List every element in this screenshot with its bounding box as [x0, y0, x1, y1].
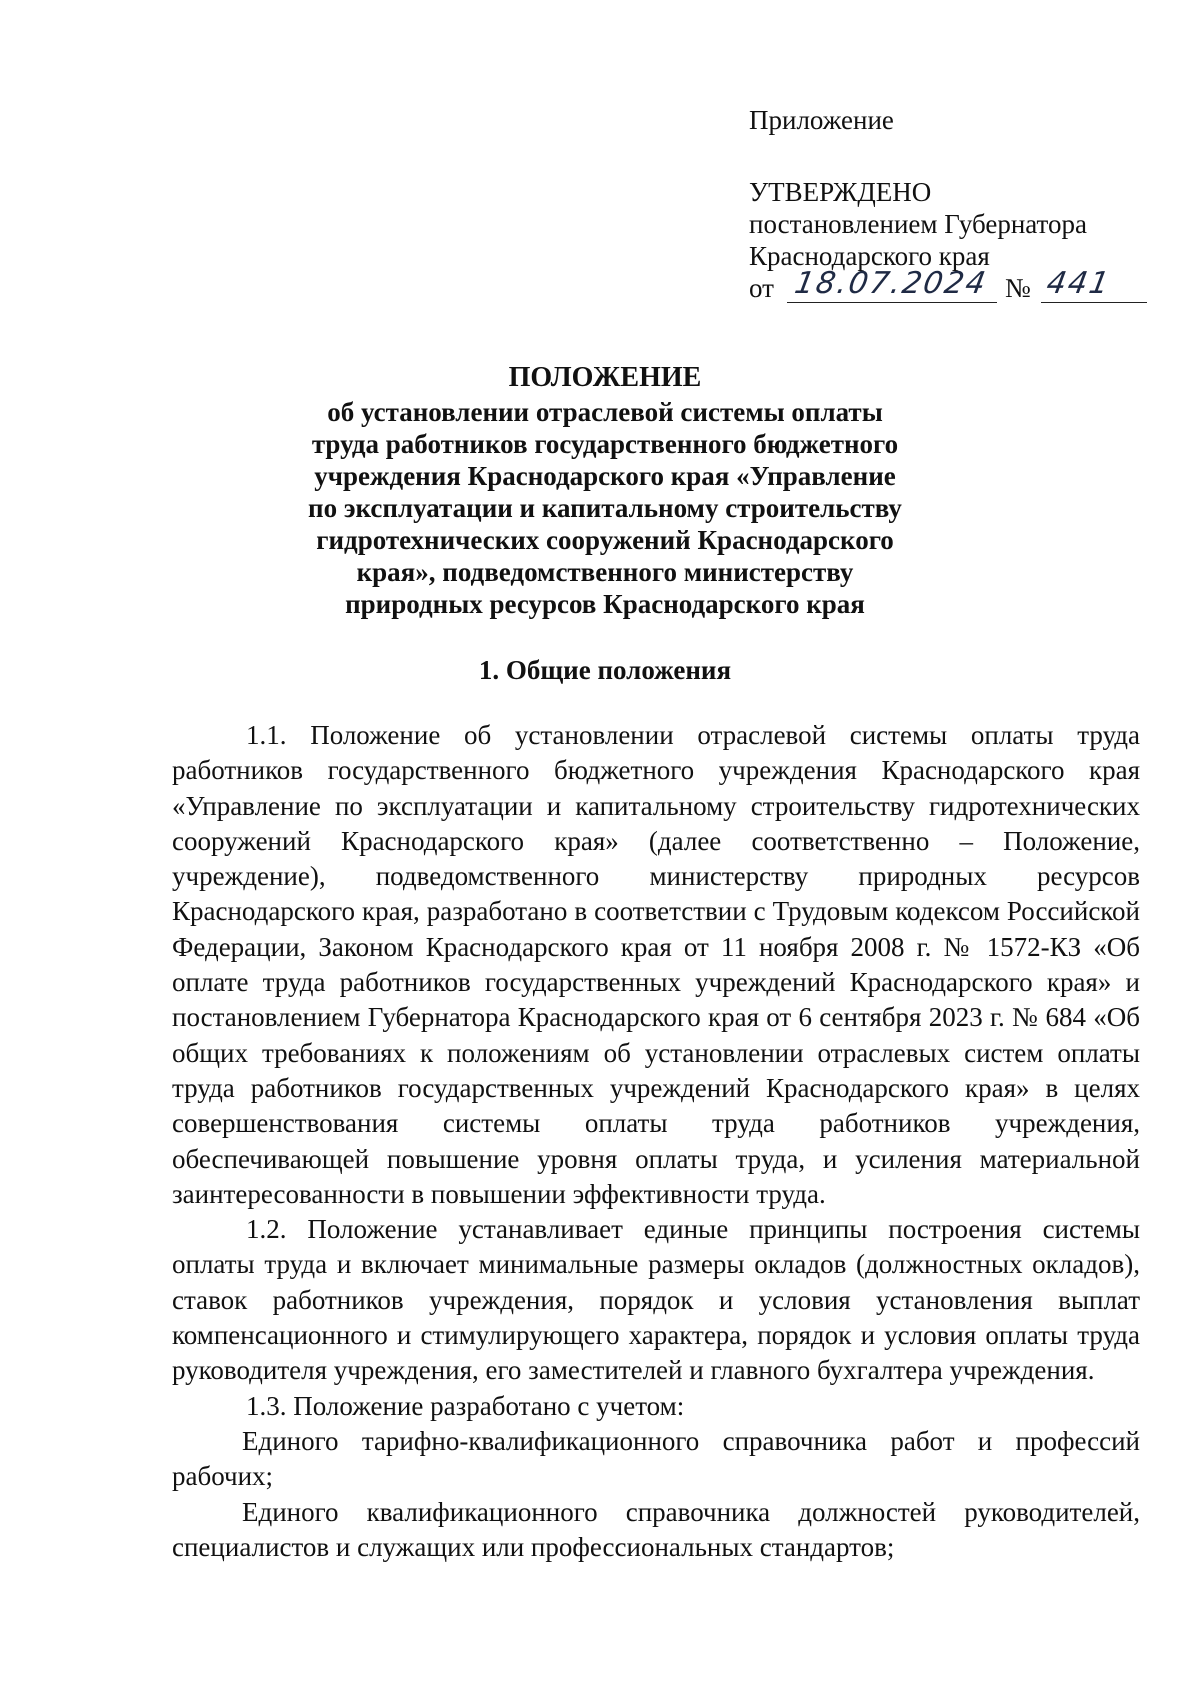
title-line: края», подведомственного министерству	[356, 557, 854, 587]
approved-label: УТВЕРЖДЕНО	[749, 177, 932, 207]
handwritten-number: 441	[1044, 266, 1114, 301]
document-title	[250, 362, 960, 620]
approval-authority-line: постановлением Губернатора	[749, 209, 1087, 239]
title-line: труда работников государственного бюджетного	[311, 429, 899, 459]
title-line: по эксплуатации и капитальному строительству	[308, 493, 902, 523]
date-prefix: от	[749, 273, 774, 303]
section-heading: 1. Общие положения	[478, 655, 732, 685]
title-line: гидротехнических сооружений Краснодарского	[316, 525, 894, 555]
approval-date-line	[749, 266, 1159, 308]
title-line: природных ресурсов Краснодарского края	[345, 589, 865, 619]
handwritten-date: 18.07.2024	[792, 266, 990, 301]
approval-region-line: Краснодарского края	[749, 241, 990, 271]
paragraph-1-1: 1.1. Положение об установлении отраслевой системы оплаты труда работников государственного бюджетного учреждения Краснодарского края «Управление по эксплуатации и капитальному строительству гидротехнических сооружений Краснодарского края» (далее соответственно – Положение, учреждение), подведомственного министерству природных ресурсов Краснодарского края, разработано в соответствии с Трудовым кодексом Российской Федерации, Законом Краснодарского края от 11 ноября 2008 г. № 1572-КЗ «Об оплате труда работников государственных учреждений Краснодарского края» и постановлением Губернатора Краснодарского края от 6 сентября 2023 г. № 684 «Об общих требованиях к положениям об установлении отраслевых систем оплаты труда работников государственных учреждений Краснодарского края» в целях совершенствования системы оплаты труда работников учреждения, обеспечивающей повышение уровня оплаты труда, и усиления материальной заинтересованности в повышении эффективности труда.	[172, 720, 1140, 1209]
number-sign: №	[1005, 273, 1031, 303]
title-main: ПОЛОЖЕНИЕ	[508, 362, 702, 393]
number-field	[1041, 266, 1147, 303]
paragraph-1-3: 1.3. Положение разработано с учетом:	[246, 1390, 685, 1421]
date-field	[787, 266, 997, 303]
paragraph-list-item: Единого квалификационного справочника должностей руководителей, специалистов и служащих или профессиональных стандартов;	[172, 1496, 1140, 1562]
approval-stamp	[749, 104, 1159, 308]
title-line: об установлении отраслевой системы оплаты	[327, 397, 883, 427]
section-body	[172, 718, 1140, 1565]
title-line: учреждения Краснодарского края «Управление	[314, 461, 896, 491]
paragraph-1-2: 1.2. Положение устанавливает единые принципы построения системы оплаты труда и включает минимальные размеры окладов (должностных окладов), ставок работников учреждения, порядок и условия установления выплат компенсационного и стимулирующего характера, порядок и условия оплаты труда руководителя учреждения, его заместителей и главного бухгалтера учреждения.	[172, 1214, 1140, 1386]
appendix-label: Приложение	[749, 105, 894, 135]
paragraph-list-item: Единого тарифно-квалификационного справочника работ и профессий рабочих;	[172, 1425, 1140, 1492]
